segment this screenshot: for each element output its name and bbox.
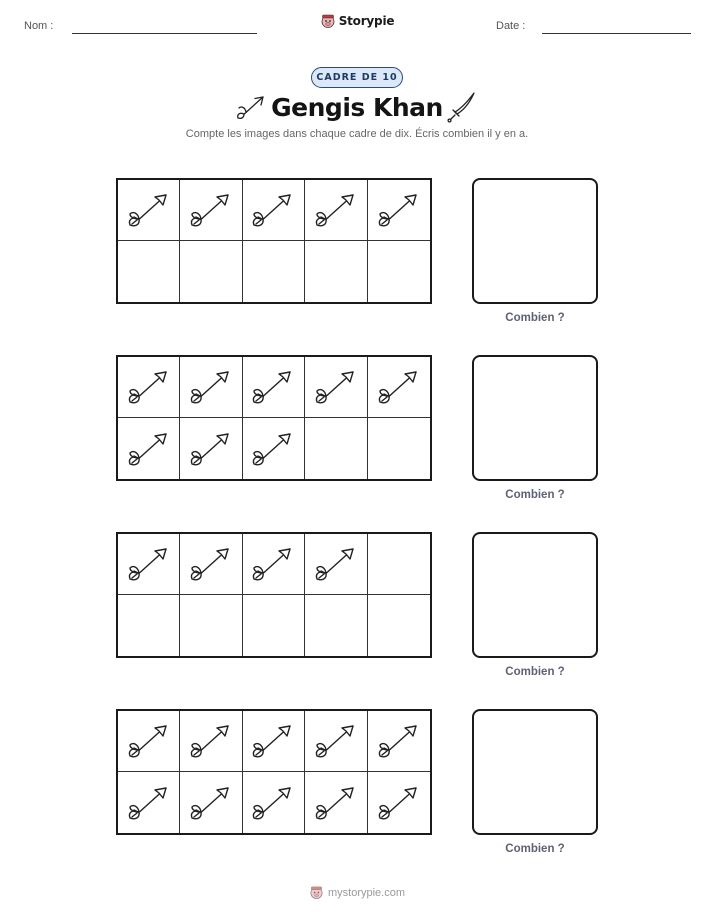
arrow-icon [188, 720, 234, 762]
footer-url: mystorypie.com [327, 886, 406, 899]
arrow-icon [126, 366, 172, 408]
ten-frame-4 [116, 709, 432, 835]
arrow-icon [250, 428, 296, 470]
arrow-icon [126, 720, 172, 762]
arrow-icon [313, 543, 359, 585]
pig-mascot-icon [320, 13, 336, 29]
sabre-decoration-icon [446, 90, 478, 124]
arrow-icon [313, 782, 359, 824]
ten-frame-cell [180, 711, 242, 772]
ten-frame-3 [116, 532, 432, 658]
arrow-icon [126, 428, 172, 470]
page-title: Gengis Khan [271, 93, 443, 122]
arrow-icon [188, 428, 234, 470]
ten-frame-cell [243, 534, 305, 595]
ten-frame-cell [118, 772, 180, 833]
arrow-icon [250, 543, 296, 585]
ten-frame-cell [118, 418, 180, 479]
ten-frame-cell [368, 180, 430, 241]
ten-frame-cell [243, 595, 305, 656]
ten-frame-cell [180, 180, 242, 241]
ten-frame-cell [118, 357, 180, 418]
ten-frame-cell [243, 711, 305, 772]
date-line[interactable] [542, 33, 691, 34]
ten-frame-cell [180, 357, 242, 418]
worksheet-type-badge: CADRE DE 10 [311, 67, 403, 88]
ten-frame-cell [180, 772, 242, 833]
ten-frame-cell [180, 241, 242, 302]
ten-frame-cell [118, 534, 180, 595]
ten-frame-cell [305, 711, 367, 772]
arrow-icon [250, 782, 296, 824]
ten-frame-cell [243, 772, 305, 833]
ten-frame-cell [368, 595, 430, 656]
ten-frame-cell [305, 772, 367, 833]
arrow-icon [126, 189, 172, 231]
ten-frame-cell [368, 711, 430, 772]
arrow-icon [376, 366, 422, 408]
ten-frame-cell [118, 711, 180, 772]
ten-frame-cell [305, 418, 367, 479]
ten-frame-cell [243, 241, 305, 302]
ten-frame-cell [180, 595, 242, 656]
ten-frame-cell [305, 357, 367, 418]
answer-label: Combien ? [505, 312, 565, 324]
answer-label: Combien ? [505, 489, 565, 501]
arrow-icon [126, 782, 172, 824]
answer-label: Combien ? [505, 843, 565, 855]
ten-frame-cell [305, 534, 367, 595]
pig-mascot-icon [309, 885, 324, 900]
ten-frame-cell [118, 180, 180, 241]
ten-frame-cell [243, 418, 305, 479]
ten-frame-cell [305, 180, 367, 241]
ten-frame-cell [368, 772, 430, 833]
arrow-icon [376, 189, 422, 231]
arrow-icon [313, 366, 359, 408]
ten-frame-2 [116, 355, 432, 481]
ten-frame-cell [243, 180, 305, 241]
ten-frame-cell [305, 241, 367, 302]
ten-frame-cell [305, 595, 367, 656]
ten-frame-1 [116, 178, 432, 304]
arrow-icon [376, 720, 422, 762]
brand-logo [0, 13, 714, 34]
date-label: Date : [496, 20, 526, 32]
arrow-icon [188, 189, 234, 231]
arrow-icon [250, 366, 296, 408]
arrow-icon [126, 543, 172, 585]
arrow-icon [188, 543, 234, 585]
name-label: Nom : [24, 20, 54, 32]
ten-frame-cell [368, 534, 430, 595]
answer-box-4[interactable] [472, 709, 598, 835]
ten-frame-cell [118, 241, 180, 302]
answer-box-2[interactable] [472, 355, 598, 481]
arrow-icon [376, 782, 422, 824]
ten-frame-cell [368, 357, 430, 418]
instructions: Compte les images dans chaque cadre de dix. Écris combien il y en a. [185, 128, 529, 140]
footer [0, 885, 714, 905]
brand-name: Storypie [338, 14, 395, 28]
answer-box-1[interactable] [472, 178, 598, 304]
arrow-icon [188, 782, 234, 824]
arrow-icon [250, 189, 296, 231]
ten-frame-cell [118, 595, 180, 656]
ten-frame-cell [243, 357, 305, 418]
ten-frame-cell [368, 418, 430, 479]
ten-frame-cell [180, 418, 242, 479]
ten-frame-cell [368, 241, 430, 302]
arrow-icon [250, 720, 296, 762]
answer-label: Combien ? [505, 666, 565, 678]
arrow-icon [313, 189, 359, 231]
arrow-icon [313, 720, 359, 762]
arrow-icon [188, 366, 234, 408]
ten-frame-cell [180, 534, 242, 595]
answer-box-3[interactable] [472, 532, 598, 658]
